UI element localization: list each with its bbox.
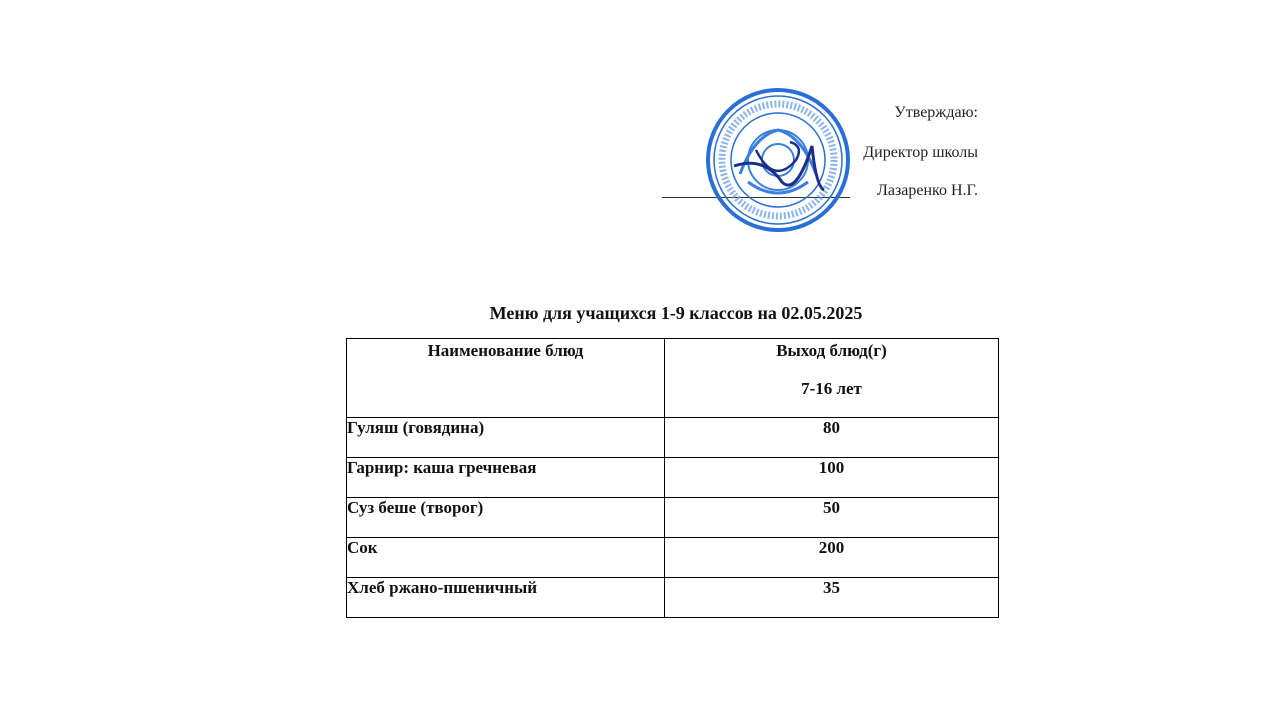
approval-block	[660, 86, 990, 246]
column-header-age-label: 7-16 лет	[801, 379, 862, 398]
table-row	[347, 538, 999, 578]
dish-name: Гарнир: каша гречневая	[347, 458, 665, 498]
menu-table	[346, 338, 999, 618]
dish-output: 80	[665, 418, 999, 458]
dish-name: Суз беше (творог)	[347, 498, 665, 538]
table-row	[347, 578, 999, 618]
dish-output: 100	[665, 458, 999, 498]
director-name: Лазаренко Н.Г.	[877, 182, 978, 199]
table-row	[347, 418, 999, 458]
table-header-row	[347, 339, 999, 418]
dish-output: 200	[665, 538, 999, 578]
dish-output: 35	[665, 578, 999, 618]
column-header-output-label: Выход блюд(г)	[776, 341, 887, 360]
approve-label: Утверждаю:	[894, 104, 978, 121]
table-row	[347, 498, 999, 538]
dish-output: 50	[665, 498, 999, 538]
table-row	[347, 458, 999, 498]
dish-name: Гуляш (говядина)	[347, 418, 665, 458]
dish-name: Хлеб ржано-пшеничный	[347, 578, 665, 618]
column-header-dish-label: Наименование блюд	[427, 341, 584, 360]
menu-title: Меню для учащихся 1-9 классов на 02.05.2025	[489, 303, 863, 323]
dish-name: Сок	[347, 538, 665, 578]
column-header-output	[665, 339, 999, 418]
stamp-seal-icon	[704, 86, 852, 234]
director-title: Директор школы	[863, 144, 978, 161]
column-header-dish	[347, 339, 665, 418]
